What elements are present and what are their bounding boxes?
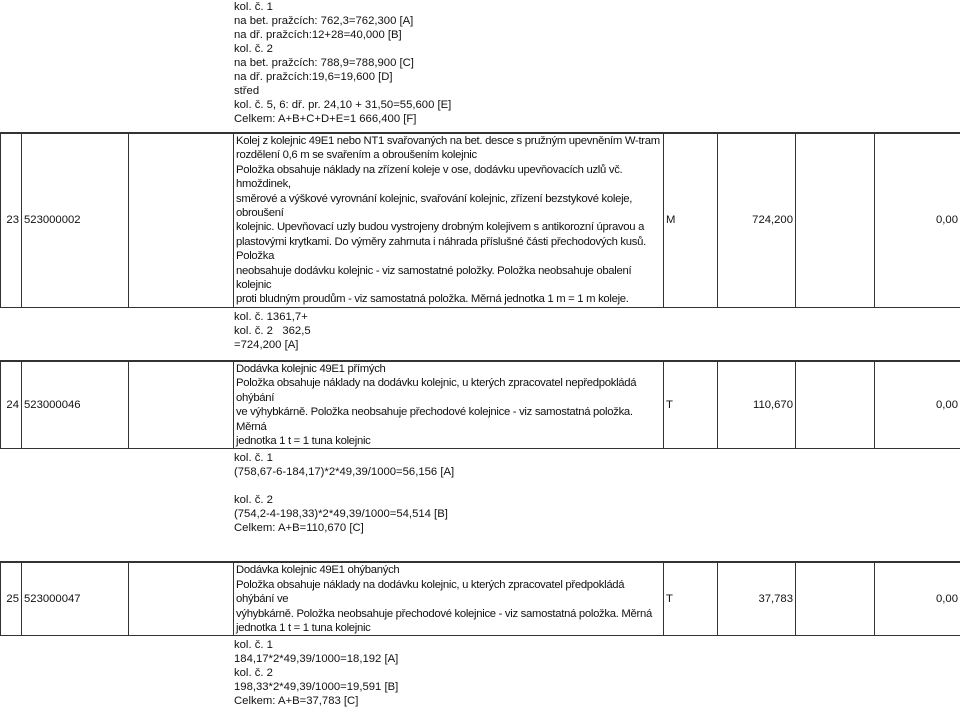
note-line: na dř. pražcích:19,6=19,600 [D]: [234, 70, 960, 84]
item-unit: M: [664, 133, 718, 307]
description-line: rozdělení 0,6 m se svařením a obroušením kolejnic: [236, 148, 661, 162]
item-notes: [234, 638, 960, 708]
note-line: kol. č. 2: [234, 493, 960, 507]
description-line: Kolej z kolejnic 49E1 nebo NT1 svařovaných na bet. desce s pružným upevněním W-tram: [236, 134, 661, 148]
description-line: neobsahuje dodávku kolejnic - viz samostatné položky. Položka neobsahuje obalení kolejnic: [236, 264, 661, 293]
item-notes: [234, 310, 960, 352]
item-total: 0,00: [875, 133, 960, 307]
item-unit: T: [664, 562, 718, 636]
description-line: Položka obsahuje náklady na dodávku kolejnic, u kterých zpracovatel nepředpokládá ohýbání: [236, 376, 661, 405]
item-unit: T: [664, 361, 718, 449]
description-line: Dodávka kolejnic 49E1 ohýbaných: [236, 563, 661, 577]
item-unit-price: [796, 562, 875, 636]
item-row-24: [0, 360, 960, 449]
description-line: jednotka 1 t = 1 tuna kolejnic: [236, 621, 661, 635]
description-line: Položka obsahuje náklady na zřízení koleje v ose, dodávku upevňovacích uzlů vč. hmoždinek,: [236, 163, 661, 192]
note-line: na dř. pražcích:12+28=40,000 [B]: [234, 28, 960, 42]
note-line: na bet. pražcích: 762,3=762,300 [A]: [234, 14, 960, 28]
item-variant-cell: [129, 361, 234, 449]
note-line: 184,17*2*49,39/1000=18,192 [A]: [234, 652, 960, 666]
top-notes: [234, 0, 960, 126]
note-line: [234, 479, 960, 493]
item-notes: [234, 451, 960, 535]
item-total: 0,00: [875, 562, 960, 636]
item-code: 523000046: [22, 361, 129, 449]
description-line: jednotka 1 t = 1 tuna kolejnic: [236, 434, 661, 448]
item-number: 24: [1, 361, 22, 449]
item-number: 23: [1, 133, 22, 307]
description-line: Dodávka kolejnic 49E1 přímých: [236, 362, 661, 376]
item-code: 523000002: [22, 133, 129, 307]
description-line: kolejnic. Upevňovací uzly budou vystrojeny drobným kolejivem s antikorozní úpravou a: [236, 220, 661, 234]
note-line: =724,200 [A]: [234, 338, 960, 352]
description-line: Položka obsahuje náklady na dodávku kolejnic, u kterých zpracovatel předpokládá ohýbání ve: [236, 578, 661, 607]
item-number: 25: [1, 562, 22, 636]
note-line: Celkem: A+B=110,670 [C]: [234, 521, 960, 535]
description-line: směrové a výškové vyrovnání kolejnic, svařování kolejnic, zřízení bezstykové koleje, obroušení: [236, 192, 661, 221]
description-line: výhybkárně. Položka neobsahuje přechodové kolejnice - viz samostatná položka. Měrná: [236, 607, 661, 621]
description-line: proti bludným proudům - viz samostatná položka. Měrná jednotka 1 m = 1 m koleje.: [236, 292, 661, 306]
item-unit-price: [796, 133, 875, 307]
note-line: kol. č. 1: [234, 0, 960, 14]
item-description: [234, 133, 664, 307]
item-description: [234, 361, 664, 449]
item-quantity: 110,670: [718, 361, 796, 449]
note-line: 198,33*2*49,39/1000=19,591 [B]: [234, 680, 960, 694]
note-line: kol. č. 2 362,5: [234, 324, 960, 338]
item-quantity: 724,200: [718, 133, 796, 307]
note-line: kol. č. 5, 6: dř. pr. 24,10 + 31,50=55,600 [E]: [234, 98, 960, 112]
note-line: na bet. pražcích: 788,9=788,900 [C]: [234, 56, 960, 70]
note-line: střed: [234, 84, 960, 98]
description-line: plastovými krytkami. Do výměry zahrnuta i náhrada příslušné části přechodových kusů. Položka: [236, 235, 661, 264]
item-variant-cell: [129, 562, 234, 636]
note-line: kol. č. 1361,7+: [234, 310, 960, 324]
items-list: [0, 132, 960, 708]
item-row-25: [0, 561, 960, 636]
item-row-23: [0, 132, 960, 308]
item-code: 523000047: [22, 562, 129, 636]
description-line: ve výhybkárně. Položka neobsahuje přechodové kolejnice - viz samostatná položka. Měrná: [236, 405, 661, 434]
note-line: kol. č. 2: [234, 42, 960, 56]
item-total: 0,00: [875, 361, 960, 449]
note-line: Celkem: A+B+C+D+E=1 666,400 [F]: [234, 112, 960, 126]
note-line: kol. č. 1: [234, 451, 960, 465]
note-line: (754,2-4-198,33)*2*49,39/1000=54,514 [B]: [234, 507, 960, 521]
item-variant-cell: [129, 133, 234, 307]
note-line: kol. č. 2: [234, 666, 960, 680]
item-description: [234, 562, 664, 636]
item-unit-price: [796, 361, 875, 449]
note-line: Celkem: A+B=37,783 [C]: [234, 694, 960, 708]
note-line: kol. č. 1: [234, 638, 960, 652]
item-quantity: 37,783: [718, 562, 796, 636]
note-line: (758,67-6-184,17)*2*49,39/1000=56,156 [A]: [234, 465, 960, 479]
